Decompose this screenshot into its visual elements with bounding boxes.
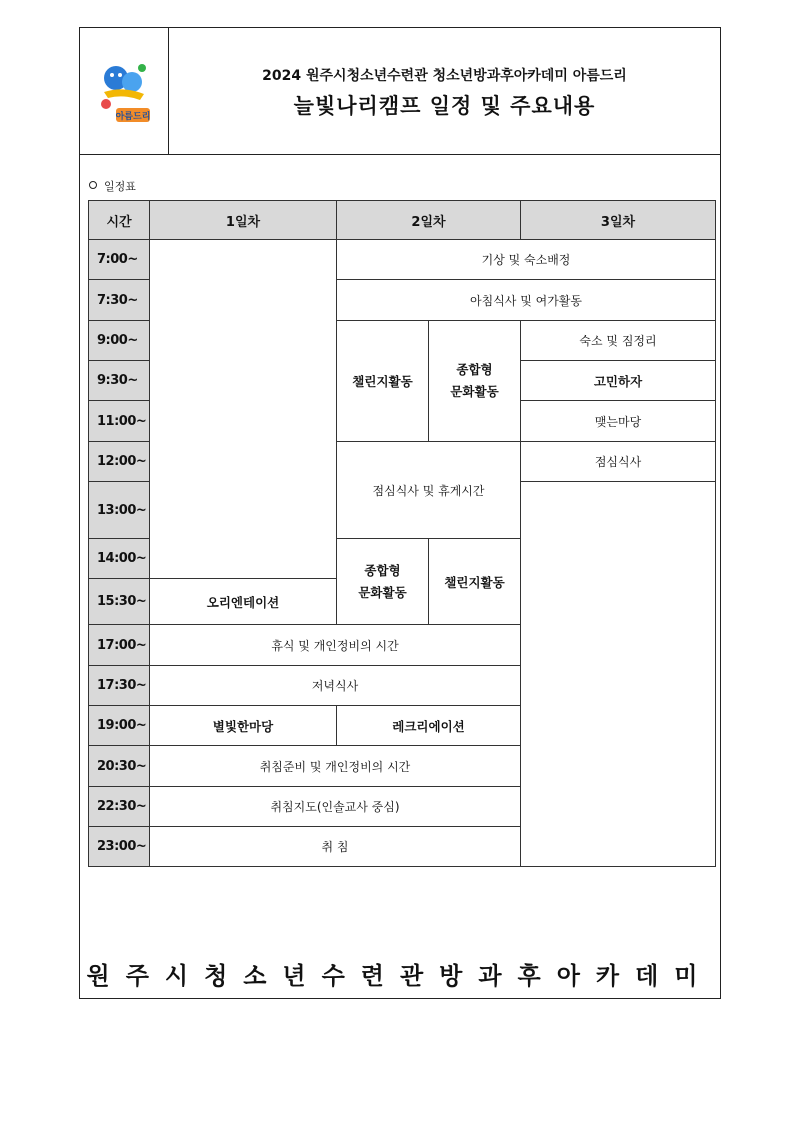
time-cell: 7:00~: [89, 240, 150, 280]
footer-org-name: 원주시청소년수련관방과후아카데미: [86, 962, 714, 990]
bedtime-prep-cell: 취침준비 및 개인정비의 시간: [150, 746, 521, 787]
dinner-cell: 저녁식사: [150, 666, 521, 706]
day2-lunch-cell: 점심식사 및 휴게시간: [337, 442, 521, 539]
time-cell: 9:00~: [89, 321, 150, 361]
rest-cell: 휴식 및 개인정비의 시간: [150, 625, 521, 666]
academy-logo-icon: [94, 56, 154, 126]
page-subtitle: 2024 원주시청소년수련관 청소년방과후아카데미 아름드리: [262, 68, 627, 84]
logo-box: [80, 28, 169, 154]
circle-bullet-icon: [89, 181, 97, 189]
time-cell: 20:30~: [89, 746, 150, 787]
day2-challenge-am-cell: 챌린지활동: [337, 321, 429, 442]
time-cell: 19:00~: [89, 706, 150, 746]
time-cell: 22:30~: [89, 787, 150, 827]
time-cell: 12:00~: [89, 442, 150, 482]
header-day2: 2일차: [337, 201, 521, 240]
time-cell: 17:00~: [89, 625, 150, 666]
day3-gominhaja-cell: 고민하자: [521, 361, 716, 401]
table-header-row: [89, 201, 716, 240]
day2-challenge-pm-cell: 챌린지활동: [429, 539, 521, 625]
day3-cleanup-cell: 숙소 및 짐정리: [521, 321, 716, 361]
time-cell: 13:00~: [89, 482, 150, 539]
day1-empty-cell: [150, 240, 337, 579]
breakfast-cell: 아침식사 및 여가활동: [337, 280, 716, 321]
time-cell: 23:00~: [89, 827, 150, 867]
time-cell: 11:00~: [89, 401, 150, 442]
svg-text:아름드리: 아름드리: [115, 112, 151, 122]
page-title: 늘빛나리캠프 일정 및 주요내용: [293, 94, 596, 118]
bedtime-guide-cell: 취침지도(인솔교사 중심): [150, 787, 521, 827]
table-row: [89, 240, 716, 280]
time-cell: 15:30~: [89, 579, 150, 625]
time-cell: 17:30~: [89, 666, 150, 706]
header-time: 시간: [89, 201, 150, 240]
document-frame: [79, 27, 721, 999]
day3-lunch-cell: 점심식사: [521, 442, 716, 482]
time-cell: 9:30~: [89, 361, 150, 401]
time-cell: 7:30~: [89, 280, 150, 321]
header-day3: 3일차: [521, 201, 716, 240]
schedule-table: [88, 200, 716, 867]
day2-culture-am-cell: 종합형 문화활동: [429, 321, 521, 442]
day1-starlight-cell: 별빛한마당: [150, 706, 337, 746]
day1-orientation-cell: 오리엔테이션: [150, 579, 337, 625]
wakeup-cell: 기상 및 숙소배정: [337, 240, 716, 280]
time-cell: 14:00~: [89, 539, 150, 579]
header: [80, 28, 720, 155]
day3-closing-cell: 맺는마당: [521, 401, 716, 442]
header-day1: 1일차: [150, 201, 337, 240]
day2-recreation-cell: 레크리에이션: [337, 706, 521, 746]
day3-empty-cell: [521, 482, 716, 867]
sleep-cell: 취 침: [150, 827, 521, 867]
day2-culture-pm-cell: 종합형 문화활동: [337, 539, 429, 625]
schedule-label: 일정표: [89, 178, 136, 194]
